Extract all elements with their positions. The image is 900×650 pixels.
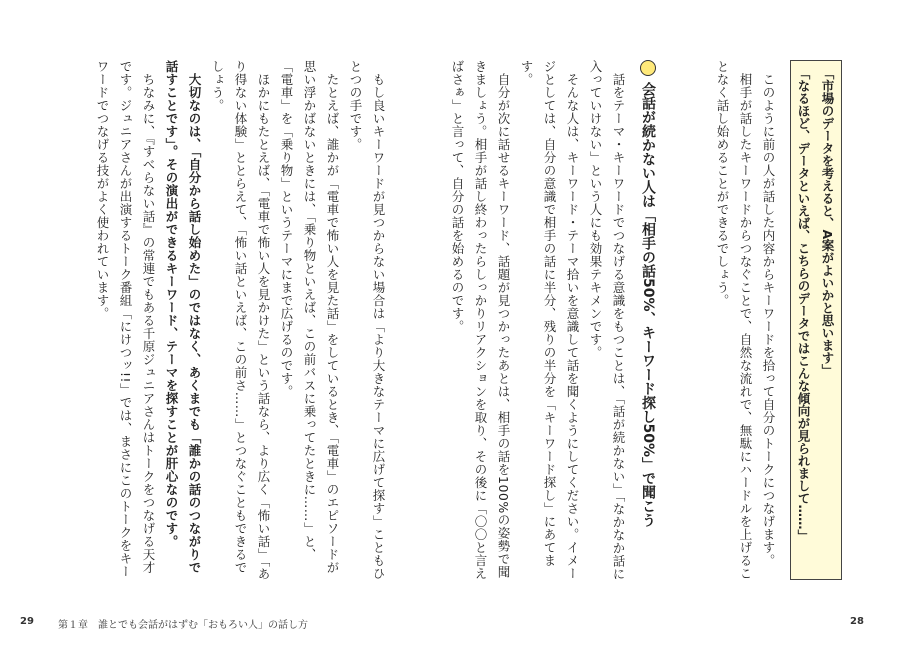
right-page — [450, 0, 900, 650]
paragraph-key-point: 大切なのは、「自分から話し始めた」のではなく、あくまでも「誰かの話のつながりで話すことです」。その演出ができるキーワード、テーマを探すことが肝心なのです。 — [164, 60, 202, 574]
paragraph: そんな人は、キーワード・テーマ拾いを意識して話を聞くようにしてください。イメージとしては、自分の意識で相手の話に半分、残りの半分を「キーワード探し」にあてます。 — [519, 60, 580, 580]
heading-bullet-icon — [640, 60, 656, 76]
paragraph: 相手が話したキーワードからつなぐことで、自然な流れで、無駄にハードルを上げることなく話し始めることができるでしょう。 — [715, 60, 753, 580]
paragraph: このように前の人が話した内容からキーワードを拾って自分のトークにつなげます。 — [761, 72, 776, 567]
paragraph: ちなみに、『すべらない話』の常連でもある千原ジュニアさんはトークをつなげる天才です。ジュニアさんが出演するトーク番組「にけつッ!!」では、まさにこのトークをキーワードでつなげる技がよく使われています。 — [95, 60, 156, 579]
right-body-text-bottom — [450, 60, 630, 580]
page-number-right: 28 — [850, 616, 864, 627]
dialogue-quote-box — [790, 60, 842, 580]
left-body-text — [60, 60, 390, 580]
chapter-title: 第１章 誰とでも会話がはずむ「おもろい人」の話し方 — [58, 620, 308, 631]
paragraph: 自分が次に話せるキーワード、話題が見つかったあとは、相手の話を100%の姿勢で聞きましょう。相手が話し終わったらしっかりリアクションを取り、その後に「〇〇と言えばさぁ」と言って、自分の話を始めるのです。 — [450, 60, 511, 580]
page-number-left: 29 — [20, 616, 34, 627]
quote-line: 「なるほど、データといえば、こちらのデータではこんな傾向が見られまして……」 — [796, 67, 811, 542]
paragraph: もし良いキーワードが見つからない場合は「より大きなテーマに広げて探す」こともひとつの手です。 — [348, 60, 386, 580]
paragraph: 話をテーマ・キーワードでつなげる意識をもつことは、「話が続かない」「なかなか話に入っていけない」という人にも効果テキメンです。 — [588, 60, 626, 580]
section-heading-text: 会話が続かない人は「相手の話50%、キーワード探し50%」で聞こう — [640, 82, 656, 528]
quote-line: 「市場のデータを考えると、A案がよいかと思います」 — [820, 67, 835, 377]
paragraph: たとえば、誰かが「電車で怖い人を見た話」をしているとき、「電車」のエピソードが思い浮かばないときには、「乗り物といえば、この前バスに乗ってたときに……」と、「電車」を「乗り物」というテーマにまで広げるのです。 — [279, 60, 340, 574]
paragraph: ほかにもたとえば、「電車で怖い人を見かけた」という話なら、より広く「怖い話」「あり得ない体験」ととらえて、「怖い話といえば、この前さ……」とつなぐこともできるでしょう。 — [210, 60, 271, 580]
right-body-text-top — [665, 60, 780, 580]
section-heading — [635, 60, 661, 580]
